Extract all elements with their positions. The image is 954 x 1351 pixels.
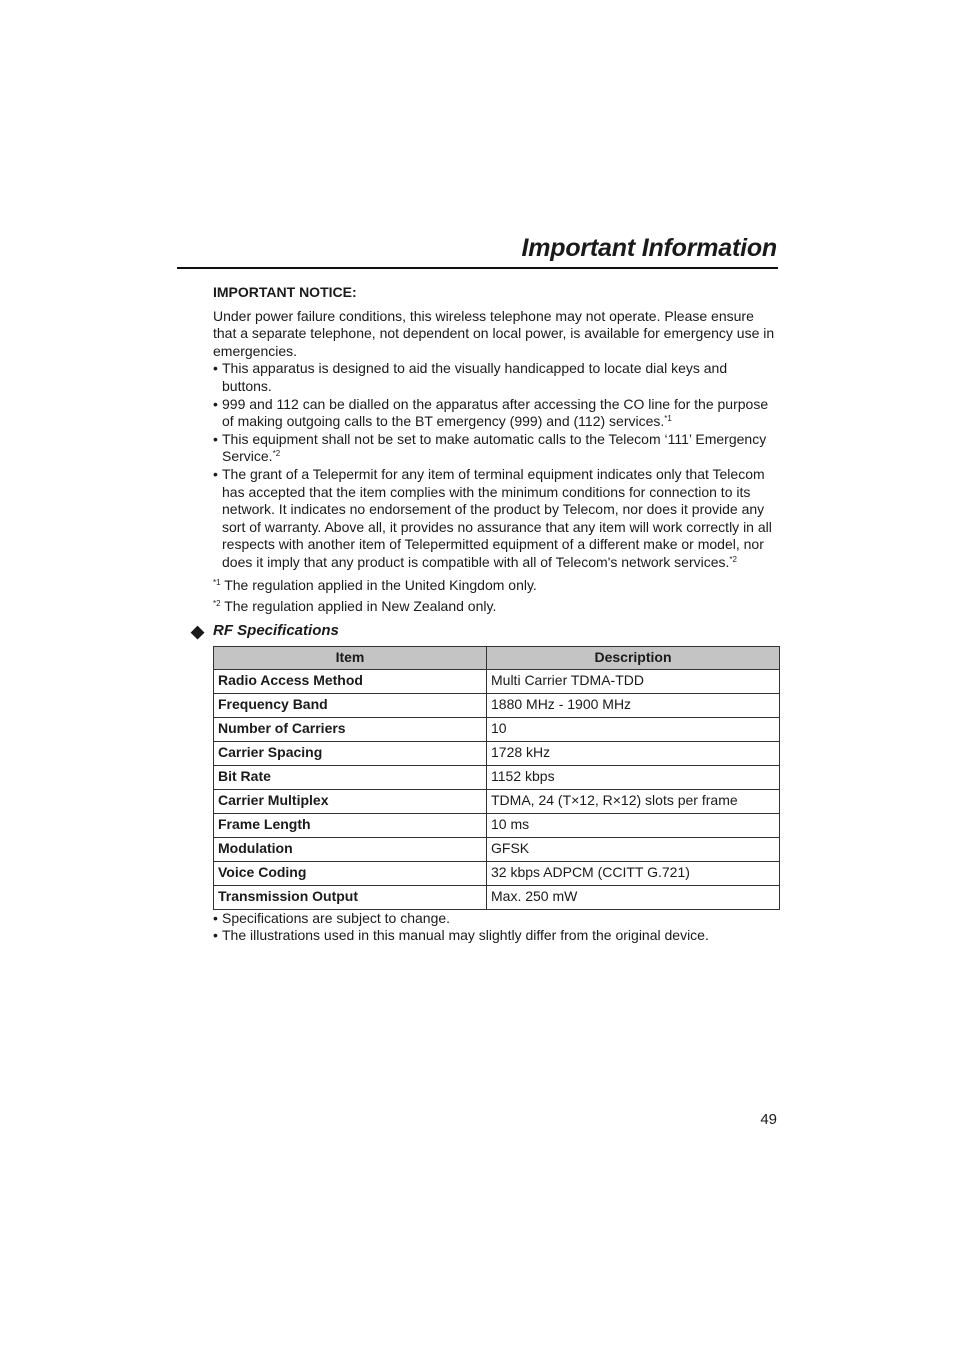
note-text: The illustrations used in this manual may slightly differ from the original device. xyxy=(222,927,709,944)
footnote-2 xyxy=(213,598,779,616)
page-number: 49 xyxy=(760,1111,777,1128)
description-cell: Max. 250 mW xyxy=(487,885,780,909)
table-row xyxy=(214,669,780,693)
column-header-description: Description xyxy=(487,646,780,669)
bullet-icon: • xyxy=(213,430,218,447)
table-row xyxy=(214,693,780,717)
diamond-icon: ◆ xyxy=(191,621,205,641)
item-cell: Carrier Spacing xyxy=(214,741,487,765)
bullet-icon: • xyxy=(213,909,218,926)
table-row xyxy=(214,765,780,789)
list-item xyxy=(213,910,779,928)
table-row xyxy=(214,813,780,837)
description-cell: TDMA, 24 (T×12, R×12) slots per frame xyxy=(487,789,780,813)
bullet-icon: • xyxy=(213,465,218,482)
description-cell: 1152 kbps xyxy=(487,765,780,789)
page-title: Important Information xyxy=(521,234,777,262)
notice-heading: IMPORTANT NOTICE: xyxy=(213,284,357,300)
description-cell: 1728 kHz xyxy=(487,741,780,765)
item-cell: Frequency Band xyxy=(214,693,487,717)
list-item xyxy=(213,927,779,945)
title-rule xyxy=(177,267,778,269)
footnote-marker: *1 xyxy=(664,414,672,424)
item-cell: Radio Access Method xyxy=(214,669,487,693)
table-row xyxy=(214,861,780,885)
footnote-text: The regulation applied in the United Kingdom only. xyxy=(224,576,537,593)
list-item xyxy=(213,466,779,572)
list-item xyxy=(213,396,779,431)
bullet-icon: • xyxy=(213,927,218,944)
note-text: Specifications are subject to change. xyxy=(222,909,451,926)
item-cell: Transmission Output xyxy=(214,885,487,909)
bullet-text: This equipment shall not be set to make automatic calls to the Telecom ‘111’ Emergency Service. xyxy=(222,430,767,465)
item-cell: Modulation xyxy=(214,837,487,861)
item-cell: Voice Coding xyxy=(214,861,487,885)
footnote-marker: *2 xyxy=(272,449,281,459)
description-cell: 32 kbps ADPCM (CCITT G.721) xyxy=(487,861,780,885)
table-row xyxy=(214,789,780,813)
list-item xyxy=(213,360,779,395)
column-header-item: Item xyxy=(214,646,487,669)
table-row xyxy=(214,717,780,741)
table-row xyxy=(214,837,780,861)
description-cell: 1880 MHz - 1900 MHz xyxy=(487,693,780,717)
footnote-mark: *1 xyxy=(213,577,221,587)
footnote-text: The regulation applied in New Zealand only. xyxy=(224,598,497,615)
footnote-marker: *2 xyxy=(729,554,737,564)
footnote-1 xyxy=(213,577,779,595)
bullet-text: This apparatus is designed to aid the visually handicapped to locate dial keys and buttons. xyxy=(222,360,728,394)
description-cell: Multi Carrier TDMA-TDD xyxy=(487,669,780,693)
rf-spec-table xyxy=(213,646,780,910)
item-cell: Frame Length xyxy=(214,813,487,837)
list-item xyxy=(213,431,779,466)
table-header-row xyxy=(214,646,780,669)
bullet-icon: • xyxy=(213,395,218,412)
rf-specifications-heading xyxy=(191,621,779,641)
table-row xyxy=(214,885,780,909)
bullet-text: 999 and 112 can be dialled on the apparatus after accessing the CO line for the purpose of making outgoing calls to the BT emergency (999) and (112) services. xyxy=(222,395,769,430)
item-cell: Bit Rate xyxy=(214,765,487,789)
notice-body: Under power failure conditions, this wireless telephone may not operate. Please ensure that a separate telephone, not dependent on local power, is available for emergency use in emergencies. xyxy=(213,307,775,359)
spec-notes-list xyxy=(213,910,779,945)
description-cell: 10 ms xyxy=(487,813,780,837)
footnote-mark: *2 xyxy=(213,599,221,609)
bullet-text: The grant of a Telepermit for any item of terminal equipment indicates only that Telecom has accepted that the item complies with the minimum conditions for connection to its network. It indicates no endorsement of the product by Telecom, nor does it provide any sort of warranty. Above all, it provides no assurance that any item will work correctly in all respects with another item of Telepermitted equipment of a different make or model, nor does it imply that any product is compatible with all of Telecom's network services. xyxy=(222,465,772,570)
item-cell: Carrier Multiplex xyxy=(214,789,487,813)
info-bullet-list xyxy=(213,360,779,571)
table-row xyxy=(214,741,780,765)
page-content xyxy=(191,284,779,945)
rf-heading-text: RF Specifications xyxy=(213,621,339,639)
bullet-icon: • xyxy=(213,360,218,377)
description-cell: GFSK xyxy=(487,837,780,861)
description-cell: 10 xyxy=(487,717,780,741)
item-cell: Number of Carriers xyxy=(214,717,487,741)
